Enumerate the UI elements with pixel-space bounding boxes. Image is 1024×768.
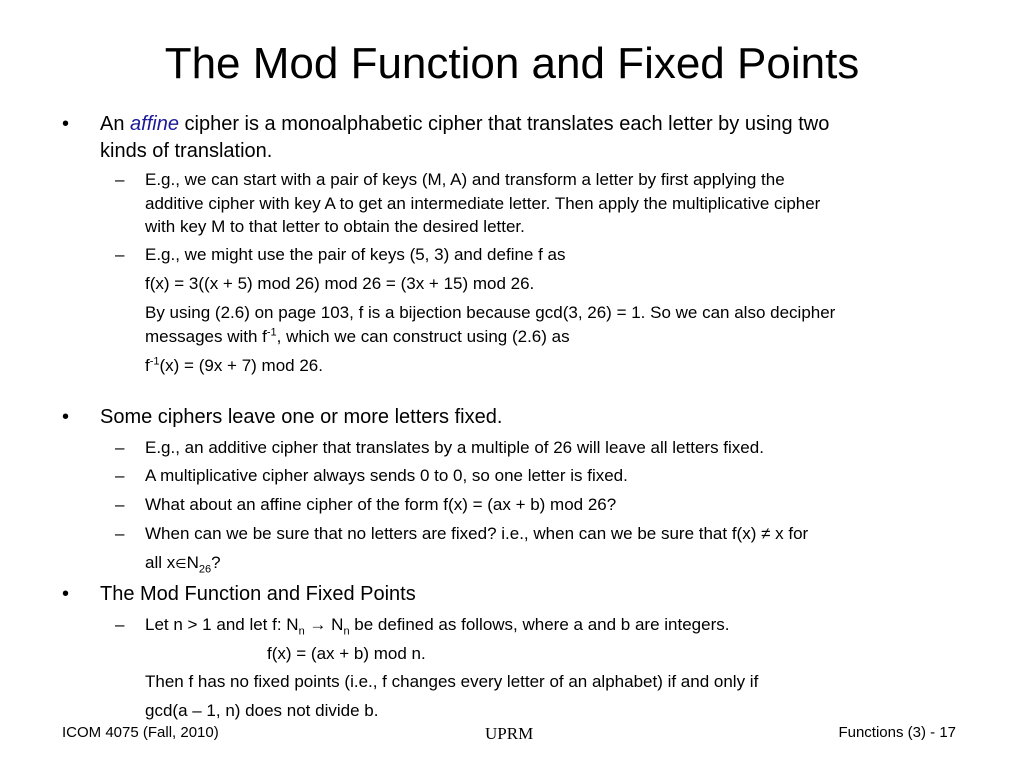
formula-mod-n: f(x) = (ax + b) mod n. (267, 644, 426, 663)
bullet-marker: • (62, 583, 70, 605)
then-line: Then f has no fixed points (i.e., f changes every letter of an alphabet) if and only if (145, 672, 759, 691)
formula-f: f(x) = 3((x + 5) mod 26) mod 26 = (3x + 15) mod 26. (145, 274, 535, 293)
bullet-1-line-1 (100, 110, 829, 138)
inverse-f: f (145, 356, 150, 375)
bullet-marker: • (62, 406, 70, 428)
dash-marker: – (115, 245, 125, 264)
dash-marker: – (115, 524, 125, 543)
inverse-formula (145, 354, 323, 378)
slide-title: The Mod Function and Fixed Points (164, 39, 860, 88)
bullet-3-sub-1 (145, 613, 729, 637)
arrow-text: → N (304, 615, 344, 634)
bullet-2-sub-4: When can we be sure that no letters are fixed? i.e., when can we be sure that f(x) ≠ x for (145, 524, 809, 543)
bullet-2-sub-1: E.g., an additive cipher that translates by a multiple of 26 will leave all letters fixed. (145, 438, 764, 457)
bullet-1-line-2: kinds of translation. (100, 140, 273, 162)
inverse-formula-text: (x) = (9x + 7) mod 26. (159, 356, 323, 375)
sub-1-line-3: with key M to that letter to obtain the desired letter. (145, 217, 525, 236)
bijection-line: By using (2.6) on page 103, f is a bijection because gcd(3, 26) = 1. So we can also decipher (145, 303, 836, 322)
bullet-1-rest: cipher is a monoalphabetic cipher that translates each letter by using two (184, 113, 830, 135)
affine-term: affine (130, 113, 179, 135)
question-mark: ? (211, 553, 221, 572)
bullet-3: The Mod Function and Fixed Points (100, 583, 416, 605)
n-subscript: n (298, 625, 305, 638)
bullet-2-sub-2: A multiplicative cipher always sends 0 to 0, so one letter is fixed. (145, 466, 628, 485)
gcd-line: gcd(a – 1, n) does not divide b. (145, 701, 379, 720)
element-of-symbol: ∈ (175, 556, 187, 571)
decipher-text-end: , which we can construct using (2.6) as (276, 327, 570, 346)
sub-1-line-2: additive cipher with key A to get an intermediate letter. Then apply the multiplicative cipher (145, 194, 821, 213)
dash-marker: – (115, 438, 125, 457)
inverse-superscript: -1 (266, 326, 277, 339)
decipher-text: messages with f (145, 327, 267, 346)
sub-2: E.g., we might use the pair of keys (5, 3) and define f as (145, 245, 566, 264)
defined-text: be defined as follows, where a and b are integers. (349, 615, 730, 634)
set-n: N (186, 553, 199, 572)
set-n-subscript: 26 (198, 563, 212, 576)
dash-marker: – (115, 495, 125, 514)
footer-institution: UPRM (485, 724, 534, 743)
footer-course: ICOM 4075 (Fall, 2010) (62, 724, 219, 741)
footer-slide-number: Functions (3) - 17 (838, 724, 956, 741)
all-x: all x (145, 553, 176, 572)
bullet-2-sub-3: What about an affine cipher of the form f(x) = (ax + b) mod 26? (145, 495, 617, 514)
decipher-line (145, 325, 570, 349)
bullet-2: Some ciphers leave one or more letters fixed. (100, 406, 503, 428)
dash-marker: – (115, 170, 125, 189)
bullet-marker: • (62, 113, 70, 135)
dash-marker: – (115, 466, 125, 485)
n-subscript: n (343, 625, 350, 638)
bullet-2-sub-4-cont (145, 551, 221, 576)
dash-marker: – (115, 615, 125, 634)
sub-1-line-1: E.g., we can start with a pair of keys (M, A) and transform a letter by first applying the (145, 170, 785, 189)
let-n-text: Let n > 1 and let f: N (145, 615, 299, 634)
bullet-1-prefix: An (100, 113, 125, 135)
inverse-superscript: -1 (149, 355, 160, 368)
